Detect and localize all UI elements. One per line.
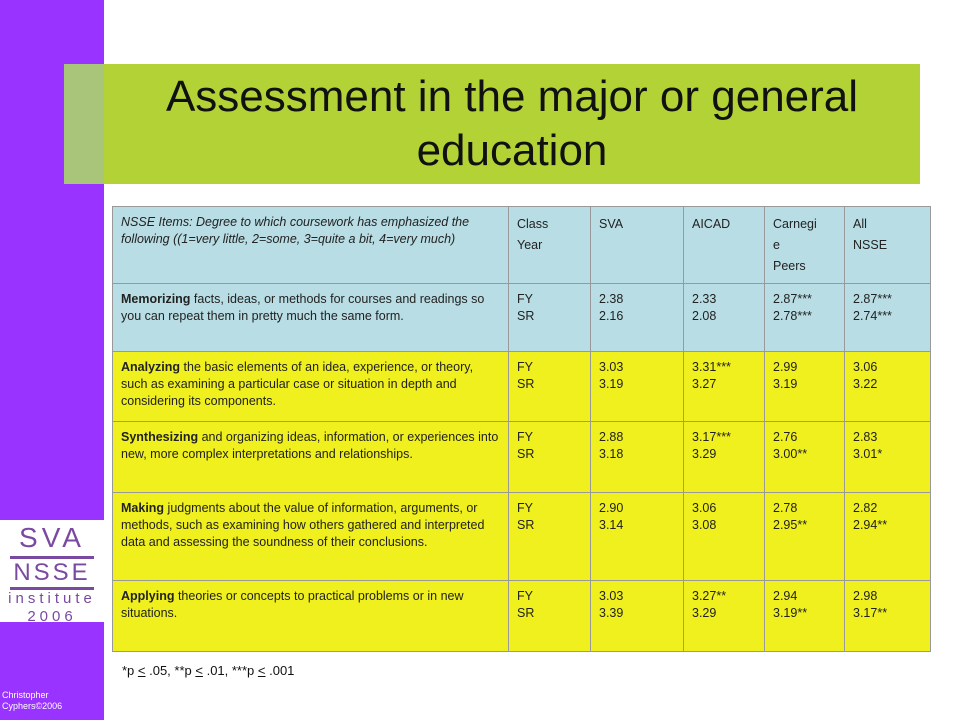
- slide-title: Assessment in the major or general education: [165, 72, 859, 175]
- all-nsse-cell: 2.98 3.17**: [845, 581, 931, 652]
- header-carnegie: Carnegi e Peers: [765, 207, 845, 284]
- aicad-cell: 2.33 2.08: [684, 284, 765, 352]
- carnegie-cell: 2.87*** 2.78***: [765, 284, 845, 352]
- sva-cell: 2.38 2.16: [591, 284, 684, 352]
- sva-nsse-logo: [0, 520, 104, 625]
- aicad-cell: 3.31*** 3.27: [684, 352, 765, 422]
- class-year-cell: FY SR: [509, 422, 591, 493]
- class-year-cell: FY SR: [509, 352, 591, 422]
- header-items: NSSE Items: Degree to which coursework has emphasized the following ((1=very little, 2=some, 3=quite a bit, 4=very much): [113, 207, 509, 284]
- carnegie-cell: 2.76 3.00**: [765, 422, 845, 493]
- header-class-year: Class Year: [509, 207, 591, 284]
- header-sva: SVA: [591, 207, 684, 284]
- item-cell: Analyzing the basic elements of an idea, experience, or theory, such as examining a particular case or situation in depth and considering its components.: [113, 352, 509, 422]
- carnegie-cell: 2.78 2.95**: [765, 493, 845, 581]
- logo-sva-text: SVA: [19, 522, 85, 553]
- class-year-cell: FY SR: [509, 493, 591, 581]
- significance-footnote: *p < .05, **p < .01, ***p < .001: [122, 663, 295, 678]
- carnegie-cell: 2.99 3.19: [765, 352, 845, 422]
- table-header-row: [113, 207, 931, 284]
- table-row: [113, 581, 931, 652]
- class-year-cell: FY SR: [509, 581, 591, 652]
- title-band-accent: [64, 64, 104, 184]
- aicad-cell: 3.27** 3.29: [684, 581, 765, 652]
- results-table: [112, 206, 931, 652]
- class-year-cell: FY SR: [509, 284, 591, 352]
- item-cell: Making judgments about the value of information, arguments, or methods, such as examining how others gathered and interpreted data and assessing the soundness of their conclusions.: [113, 493, 509, 581]
- logo-nsse-text: NSSE: [13, 559, 91, 586]
- all-nsse-cell: 2.82 2.94**: [845, 493, 931, 581]
- table-row: [113, 352, 931, 422]
- all-nsse-cell: 2.87*** 2.74***: [845, 284, 931, 352]
- header-all-nsse: All NSSE: [845, 207, 931, 284]
- all-nsse-cell: 3.06 3.22: [845, 352, 931, 422]
- logo-year-text: 2006: [27, 608, 77, 625]
- carnegie-cell: 2.94 3.19**: [765, 581, 845, 652]
- aicad-cell: 3.17*** 3.29: [684, 422, 765, 493]
- aicad-cell: 3.06 3.08: [684, 493, 765, 581]
- sva-cell: 3.03 3.19: [591, 352, 684, 422]
- sva-cell: 2.90 3.14: [591, 493, 684, 581]
- logo-institute-text: institute: [8, 590, 96, 607]
- item-cell: Synthesizing and organizing ideas, information, or experiences into new, more complex interpretations and relationships.: [113, 422, 509, 493]
- all-nsse-cell: 2.83 3.01*: [845, 422, 931, 493]
- table-row: [113, 422, 931, 493]
- sva-cell: 2.88 3.18: [591, 422, 684, 493]
- table-row: [113, 493, 931, 581]
- sva-cell: 3.03 3.39: [591, 581, 684, 652]
- item-cell: Applying theories or concepts to practical problems or in new situations.: [113, 581, 509, 652]
- item-cell: Memorizing facts, ideas, or methods for courses and readings so you can repeat them in pretty much the same form.: [113, 284, 509, 352]
- table-row: [113, 284, 931, 352]
- header-aicad: AICAD: [684, 207, 765, 284]
- author-credit: Christopher Cyphers©2006: [2, 690, 63, 711]
